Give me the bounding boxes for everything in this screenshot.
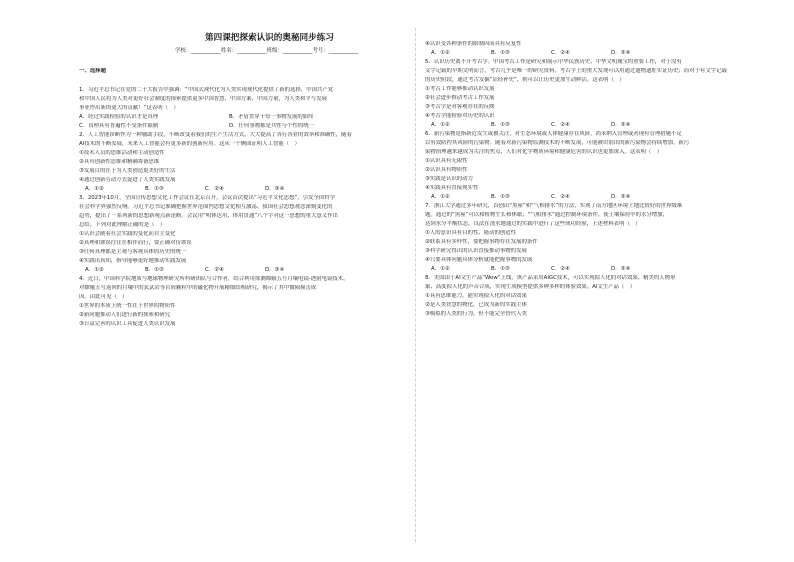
answer-option: D．③④ — [611, 50, 631, 56]
text-line: ④通过创新劳动方式促进了人类实践发展 — [79, 177, 176, 183]
answer-option: A．①② — [85, 267, 104, 273]
answer-option: B．①③ — [145, 267, 164, 273]
answer-options — [431, 122, 671, 129]
answer-options — [85, 186, 325, 193]
text-line: ④实践具有直接现实性 — [425, 185, 479, 191]
text-line: C．真理具有普遍性不受条件限制 — [79, 123, 159, 129]
answer-option: A．①② — [431, 266, 450, 272]
answer-option: D．③④ — [611, 194, 631, 200]
text-line: 2．人工智能诊断作为一种辅助手段，不断改变着我们的生产生活方式，大大提高了各行各业的效率和准确性，随着 — [79, 132, 352, 138]
text-line: ③科学研究得出的认识直接推动事物的发展 — [425, 248, 527, 254]
answer-option: C．②④ — [551, 122, 570, 128]
text-line: ④实践出真知，指导能够更好地推动实践发展 — [79, 258, 187, 264]
answer-option: B．①③ — [491, 122, 510, 128]
text-line: 题。通过的“黑屋”可以和植物生长和休眠；“气相排水”通过控制环境条件，使土壤保持中的水分增加， — [425, 212, 668, 218]
page-title: 第四课把探索认识的奥秘同步练习 — [205, 33, 334, 43]
text-line: 社会科学界强烈反响。习近平总书记准确把握世界范围内思想文化相互激荡、我国社会思想观念深刻变化的 — [79, 204, 333, 210]
text-line: ③发展目的在于为人类创造更美好的生活 — [79, 168, 176, 174]
column-divider — [415, 28, 416, 542]
text-line: 3．2023年10月，全国宣传思想文化工作会议在北京召开，会议首次提出“习近平文化思想”，引发全国哲学 — [79, 195, 336, 201]
text-line: ①认识会随着社会实践的变化而自主变化 — [79, 231, 176, 237]
text-line: ④只要具体问题具体分析就能把握事物的发展 — [425, 257, 533, 263]
text-line: ①人的意识具有目的性、能动的创造性 — [425, 230, 517, 236]
text-line: ③实践是认识的动力 — [425, 176, 473, 182]
answer-options — [431, 194, 671, 201]
text-line: 8．美国由于AI文生产品“Wow”上线，该产品采用AIGC技术，可以实现拟人化的对话效果、精美的人物形 — [425, 275, 676, 281]
text-line: ③日益完善的认识工具促进人类认识发展 — [79, 321, 176, 327]
text-line: ①具有思维能力，能实现拟人化的对话效果 — [425, 293, 527, 299]
answer-option: C．②④ — [205, 186, 224, 192]
answer-option: C．②④ — [551, 266, 570, 272]
answer-option: A．①② — [431, 122, 450, 128]
answer-option: B．①③ — [491, 194, 510, 200]
text-line: ③考古学是对客观存在的反映 — [425, 104, 495, 110]
answer-option: B．①③ — [491, 266, 510, 272]
text-line: 象、高度拟人化的声音合成，实现生成模型提供多种多样的体验效果。AI文生产品（ ） — [425, 284, 636, 290]
text-line: AI技术的不断发展，未来人工智能会有更多新的创新应用。这从一个侧面证明人工智能（ ） — [79, 141, 300, 147]
text-line: 1．习近平总书记在党的二十大报告中强调：“中国式现代化为人类实现现代化提供了新的选择，中国共产党 — [79, 87, 334, 93]
text-line: B．矛盾贯穿于每一事物发展的始终 — [229, 114, 314, 120]
text-line: 7．浙江大学通过多年研究，首创出“黑屋”和“气相排水”的方法，实现了南方地区环境土地比较好的世界级难 — [425, 203, 683, 209]
text-line: D．任何事物都是共性与个性的统一 — [229, 123, 315, 129]
text-line: ②真理和谬误往往在相伴而行，要正确对待谬误 — [79, 240, 192, 246]
text-line: 6．新污染物是指新近发生或被关注，对生态环境或人体健康存在风险，尚未纳入管理或者现有管理措施不足 — [425, 131, 682, 137]
answer-option: C．②④ — [551, 50, 570, 56]
text-line: 达到水分平衡状态，良法在浇水地通过的实践中进行了这些成功经验，上述材料表明（ ） — [425, 221, 641, 227]
text-line: ①技术人员的思维活动和主动创造性 — [79, 150, 165, 156]
answer-option: D．③④ — [611, 122, 631, 128]
text-line: 5．认识历史离不开考古学。中国考古工作是研究和展示中华民族历史、中华文明瑰宝的重要工作，对于没有 — [425, 59, 682, 65]
text-line: 染物治理越来越成为关注的焦点，人们对化学物质环境和健康危害的认识也更加深入。这表明（ ） — [425, 149, 663, 155]
answer-option: B．①③ — [145, 186, 164, 192]
answer-option: D．③④ — [265, 186, 285, 192]
section-heading: 一、选择题 — [79, 68, 106, 74]
text-line: 和中国人民将为人类对更好社会制度的探索提供更多中国智慧、中国方案、中国力量，为人类和平与发展 — [79, 96, 327, 102]
text-line: 趋势，提出了一系列新的思想新观点新论断。会议用“明体达用、体用贯通”八个字对这一思想的重大意义作出 — [79, 213, 338, 219]
answer-option: A．①② — [431, 194, 450, 200]
text-line: ②是人类智慧的物化，已成为新的实践主体 — [425, 302, 527, 308]
answer-option: C．②④ — [205, 267, 224, 273]
answer-option: D．③④ — [611, 266, 631, 272]
answer-option: D．③④ — [265, 267, 285, 273]
text-line: ②新问题推动人们进行新的探索和研究 — [79, 312, 171, 318]
text-line: ①世界的本质上统一性在于世界的物质性 — [79, 303, 176, 309]
answer-options — [431, 50, 671, 57]
text-line: 4．近日，中国科学院地质与地球物理研究所科研团队与合作者，结合利用探测嫦娥五号月壤电镜-透射电镜技术， — [79, 276, 349, 282]
text-line: ③任何真理都是主观与客观具体的历史的统一 — [79, 249, 187, 255]
text-line: 事业作出新的更大的贡献！”这表明（ ） — [79, 105, 179, 111]
text-line: 总结。下列对此理解正确的是（ ） — [79, 222, 166, 228]
text-line: ②联系具有多样性，要把握事物存在发展的条件 — [425, 239, 538, 245]
text-line: A．经过实践检验的认识才是真理 — [79, 114, 159, 120]
text-line: ②具有创新性思维和精确筹备思维 — [79, 159, 160, 165]
text-line: 以有效防控其风险的污染物。随着对新污染物监测技术的不断发展，可能被识别出的新污染物会持续增加。新污 — [425, 140, 690, 146]
text-line: ①认识具有无限性 — [425, 158, 468, 164]
answer-option: A．①② — [431, 50, 450, 56]
text-line: ④认识受各种条件的限制因而具有反复性 — [425, 41, 522, 47]
text-line: ②社会进步推动考古工作发展 — [425, 95, 495, 101]
text-line: 文字记载的早期文明而言，考古几乎是唯一的研究资料，考古学上的重大发现可以用通过遗物遗址实证历史；而对于有文字记载 — [425, 68, 727, 74]
answer-options — [85, 267, 325, 274]
answer-option: C．②④ — [551, 194, 570, 200]
text-line: ③模拟的人类的行为，但不能完全替代人类 — [425, 311, 527, 317]
answer-option: A．①② — [85, 186, 104, 192]
student-info-line: 学校：___________姓名：___________班级：___________考号：___________ — [175, 48, 359, 54]
text-line: ②认识具有物质性 — [425, 167, 468, 173]
answer-options — [431, 266, 671, 273]
text-line: 因。由此可见（ ） — [79, 294, 128, 300]
text-line: 对嫦娥五号返回的月壤中的玄武岩等岩屑颗粒中的磁化物开展精细结构研究，揭示了其中微陨撞击成 — [79, 285, 317, 291]
text-line: ④考古学能检验对历史的认识 — [425, 113, 495, 119]
answer-option: B．①③ — [491, 50, 510, 56]
text-line: ①考古工作能够推动认识发展 — [425, 86, 495, 92]
text-line: 的历史阶段，通过考古发掘“证经补史”，则可以让历史更加生动鲜活。这表明（ ） — [425, 77, 625, 83]
